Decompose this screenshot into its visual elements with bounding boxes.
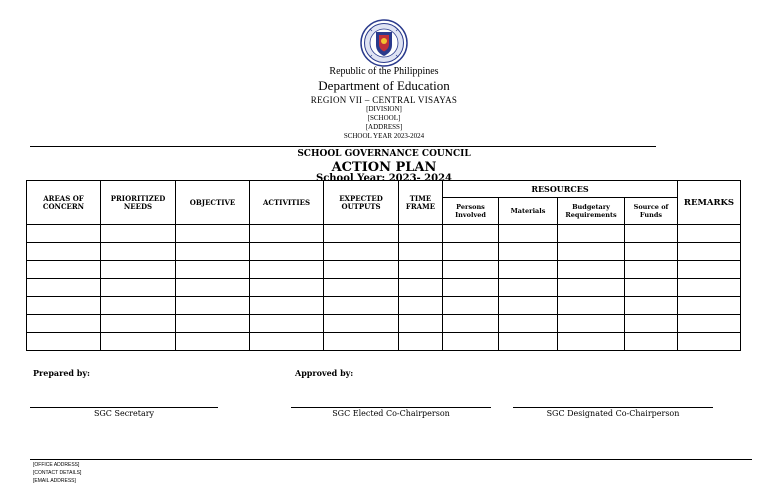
table-cell[interactable]	[399, 279, 443, 297]
action-plan-table	[26, 180, 741, 351]
col-header-resources: RESOURCES	[443, 181, 678, 198]
table-cell[interactable]	[176, 333, 250, 351]
table-cell[interactable]	[678, 297, 741, 315]
table-cell[interactable]	[625, 261, 678, 279]
council-title: SCHOOL GOVERNANCE COUNCIL	[297, 149, 471, 159]
table-cell[interactable]	[558, 243, 625, 261]
table-cell[interactable]	[399, 297, 443, 315]
table-cell[interactable]	[443, 297, 499, 315]
table-cell[interactable]	[399, 261, 443, 279]
table-cell[interactable]	[176, 297, 250, 315]
table-cell[interactable]	[678, 225, 741, 243]
table-cell[interactable]	[27, 243, 101, 261]
table-cell[interactable]	[558, 261, 625, 279]
table-cell[interactable]	[443, 333, 499, 351]
table-cell[interactable]	[678, 315, 741, 333]
col-header-funds: Source of Funds	[625, 198, 678, 225]
table-cell[interactable]	[625, 225, 678, 243]
table-cell[interactable]	[101, 225, 176, 243]
table-cell[interactable]	[678, 279, 741, 297]
table-cell[interactable]	[558, 297, 625, 315]
table-cell[interactable]	[499, 333, 558, 351]
col-header-remarks: REMARKS	[678, 181, 741, 225]
table-cell[interactable]	[443, 225, 499, 243]
table-cell[interactable]	[101, 279, 176, 297]
table-cell[interactable]	[443, 243, 499, 261]
table-cell[interactable]	[499, 315, 558, 333]
designated-signature-line	[513, 407, 713, 408]
table-cell[interactable]	[443, 279, 499, 297]
table-cell[interactable]	[625, 333, 678, 351]
approved-by-label: Approved by:	[295, 368, 354, 378]
table-cell[interactable]	[250, 333, 324, 351]
table-cell[interactable]	[625, 279, 678, 297]
table-cell[interactable]	[399, 243, 443, 261]
table-cell[interactable]	[27, 261, 101, 279]
table-cell[interactable]	[558, 279, 625, 297]
table-cell[interactable]	[27, 279, 101, 297]
prepared-by-label: Prepared by:	[33, 368, 90, 378]
table-cell[interactable]	[101, 261, 176, 279]
table-cell[interactable]	[625, 315, 678, 333]
col-header-budget: Budgetary Requirements	[558, 198, 625, 225]
table-cell[interactable]	[399, 225, 443, 243]
col-header-materials: Materials	[499, 198, 558, 225]
table-cell[interactable]	[27, 333, 101, 351]
school-text: [SCHOOL]	[367, 114, 401, 122]
plan-title: ACTION PLAN	[331, 160, 437, 175]
table-cell[interactable]	[101, 243, 176, 261]
table-cell[interactable]	[27, 315, 101, 333]
table-row	[27, 315, 741, 333]
table-cell[interactable]	[678, 261, 741, 279]
table-cell[interactable]	[324, 333, 399, 351]
table-cell[interactable]	[499, 225, 558, 243]
table-cell[interactable]	[101, 333, 176, 351]
table-cell[interactable]	[324, 297, 399, 315]
col-header-needs: PRIORITIZED NEEDS	[101, 181, 176, 225]
table-cell[interactable]	[324, 243, 399, 261]
department-name: Department of Education	[318, 78, 450, 93]
table-cell[interactable]	[558, 225, 625, 243]
elected-role: SGC Elected Co-Chairperson	[332, 409, 450, 418]
table-cell[interactable]	[678, 243, 741, 261]
table-cell[interactable]	[250, 315, 324, 333]
table-cell[interactable]	[176, 315, 250, 333]
table-cell[interactable]	[499, 243, 558, 261]
designated-role: SGC Designated Co-Chairperson	[546, 409, 680, 418]
table-cell[interactable]	[558, 333, 625, 351]
table-cell[interactable]	[499, 261, 558, 279]
table-row	[27, 225, 741, 243]
table-cell[interactable]	[250, 297, 324, 315]
table-cell[interactable]	[499, 279, 558, 297]
table-cell[interactable]	[176, 261, 250, 279]
table-cell[interactable]	[443, 315, 499, 333]
email-address: [EMAIL ADDRESS]	[33, 478, 76, 484]
table-row	[27, 279, 741, 297]
table-cell[interactable]	[399, 333, 443, 351]
table-cell[interactable]	[443, 261, 499, 279]
table-row	[27, 297, 741, 315]
table-cell[interactable]	[176, 225, 250, 243]
republic-text: Republic of the Philippines	[329, 66, 439, 77]
col-header-persons: Persons Involved	[443, 198, 499, 225]
elected-signature-line	[291, 407, 491, 408]
contact-details: [CONTACT DETAILS]	[33, 470, 82, 476]
table-cell[interactable]	[324, 261, 399, 279]
table-cell[interactable]	[625, 297, 678, 315]
secretary-signature-line	[30, 407, 218, 408]
secretary-role: SGC Secretary	[93, 409, 155, 418]
table-cell[interactable]	[558, 315, 625, 333]
division-text: [DIVISION]	[366, 105, 402, 113]
table-cell[interactable]	[678, 333, 741, 351]
table-cell[interactable]	[101, 315, 176, 333]
plan-school-year: School Year: 2023- 2024	[315, 173, 453, 184]
office-address: [OFFICE ADDRESS]	[33, 462, 80, 468]
table-cell[interactable]	[324, 279, 399, 297]
col-header-time: TIME FRAME	[399, 181, 443, 225]
table-cell[interactable]	[324, 315, 399, 333]
table-cell[interactable]	[250, 261, 324, 279]
table-row	[27, 261, 741, 279]
col-header-activities: ACTIVITIES	[250, 181, 324, 225]
table-cell[interactable]	[176, 279, 250, 297]
deped-seal-icon	[360, 19, 408, 67]
table-cell[interactable]	[324, 225, 399, 243]
header-divider	[30, 146, 656, 147]
table-row	[27, 333, 741, 351]
col-header-areas: AREAS OF CONCERN	[27, 181, 101, 225]
col-header-objective: OBJECTIVE	[176, 181, 250, 225]
table-cell[interactable]	[101, 297, 176, 315]
table-cell[interactable]	[250, 243, 324, 261]
table-cell[interactable]	[625, 243, 678, 261]
table-cell[interactable]	[27, 297, 101, 315]
table-cell[interactable]	[250, 279, 324, 297]
table-cell[interactable]	[250, 225, 324, 243]
address-text: [ADDRESS]	[365, 123, 403, 131]
header-school-year: SCHOOL YEAR 2023-2024	[343, 132, 425, 140]
table-cell[interactable]	[176, 243, 250, 261]
table-cell[interactable]	[499, 297, 558, 315]
region-text: REGION VII – CENTRAL VISAYAS	[310, 95, 458, 105]
table-cell[interactable]	[27, 225, 101, 243]
footer-divider	[30, 459, 752, 460]
col-header-outputs: EXPECTED OUTPUTS	[324, 181, 399, 225]
table-cell[interactable]	[399, 315, 443, 333]
table-row	[27, 243, 741, 261]
